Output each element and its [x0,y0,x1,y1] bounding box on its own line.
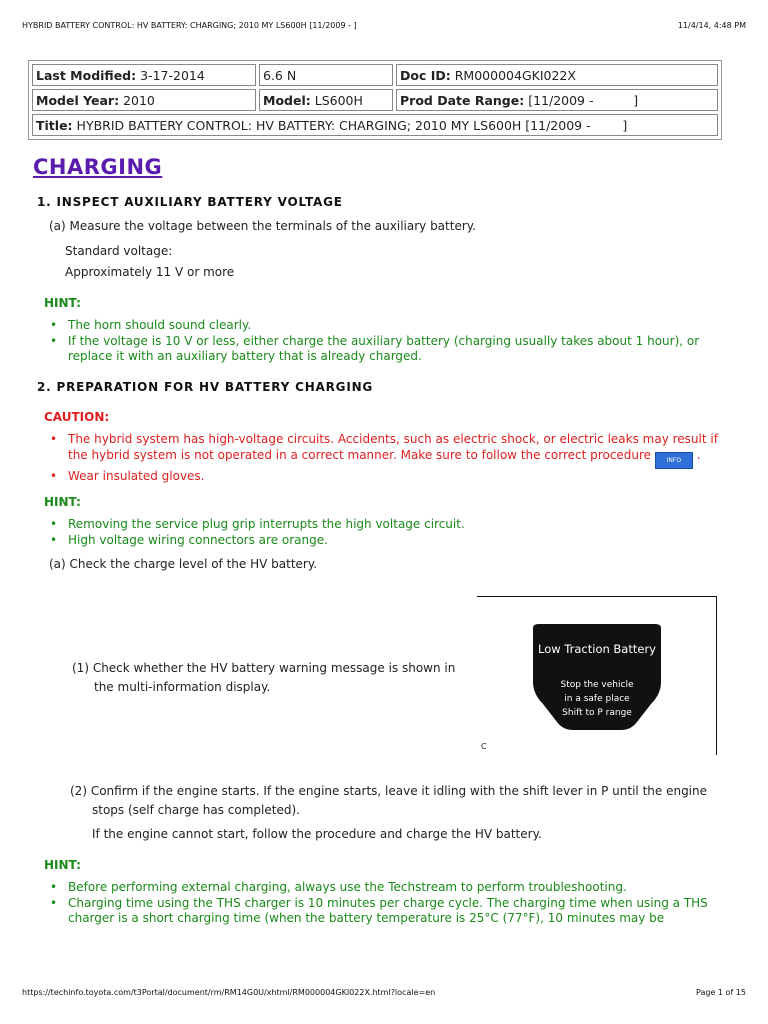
last-modified-cell: Last Modified: 3-17-2014 [32,64,256,86]
print-header [22,21,746,30]
title-cell: Title: HYBRID BATTERY CONTROL: HV BATTERY: CHARGING; 2010 MY LS600H [11/2009 - ] [32,114,718,136]
hint-label: HINT: [44,858,81,872]
list-item: • Wear insulated gloves. [50,468,205,483]
info-button[interactable]: INFO [655,452,693,469]
print-header-title: HYBRID BATTERY CONTROL: HV BATTERY: CHARGING; 2010 MY LS600H [11/2009 - ] [22,21,357,30]
standard-voltage-value: Approximately 11 V or more [65,265,235,279]
display-line-2: in a safe place [564,694,630,704]
doc-id-cell: Doc ID: RM000004GKI022X [396,64,718,86]
display-title-text: Low Traction Battery [538,642,656,656]
list-item: • Removing the service plug grip interrupts the high voltage circuit. [50,517,465,531]
caution-label: CAUTION: [44,410,110,424]
figure-caption: C [481,742,487,751]
display-line-3: Shift to P range [562,708,632,718]
doc-id-value: RM000004GKI022X [454,67,576,83]
sub-step-2-line-3: If the engine cannot start, follow the procedure and charge the HV battery. [92,827,542,841]
list-item: • Before performing external charging, always use the Techstream to perform troubleshooting. [50,880,627,894]
standard-voltage-label: Standard voltage: [65,244,173,258]
multi-information-display-image [527,624,667,734]
hint-list-2 [44,517,724,548]
list-item: • The horn should sound clearly. [50,318,252,332]
list-item: • Charging time using the THS charger is 10 minutes per charge cycle. The charging time when using a THS charger is a short charging time (when the battery temperature is 25°C (77°F), 10 minutes may be [50,895,708,925]
caution-list [44,432,724,484]
hint-list-1 [44,318,724,365]
sub-step-2-line-2: stops (self charge has completed). [92,803,300,817]
list-item: • The hybrid system has high-voltage circuits. Accidents, such as electric shock, or electric leaks may result if the hybrid system is not operated in a correct manner. Make sure to follow the correct procedure INFO . [44,432,724,469]
step-1a-text: (a) Measure the voltage between the terminals of the auxiliary battery. [49,219,476,233]
sub-step-1-line-2: the multi-information display. [94,680,271,694]
step-2a-text: (a) Check the charge level of the HV battery. [49,557,318,571]
display-line-1: Stop the vehicle [560,680,634,690]
hint-list-3 [44,880,724,927]
model-year-cell: Model Year: 2010 [32,89,256,111]
print-footer-url[interactable]: https://techinfo.toyota.com/t3Portal/document/rm/RM14G0U/xhtml/RM000004GKI022X.html?locale=en [22,988,436,997]
prod-date-cell: Prod Date Range: [11/2009 - ] [396,89,718,111]
sub-step-2-line-1: (2) Confirm if the engine starts. If the engine starts, leave it idling with the shift lever in P until the engine [70,784,708,798]
hint-label: HINT: [44,296,81,310]
hint-label: HINT: [44,495,81,509]
print-header-datetime: 11/4/14, 4:48 PM [677,21,746,30]
print-footer-page-number: Page 1 of 15 [696,988,746,997]
version-cell: 6.6 N [259,64,393,86]
step-2-title: 2. PREPARATION FOR HV BATTERY CHARGING [37,380,374,394]
model-cell: Model: LS600H [259,89,393,111]
list-item: • If the voltage is 10 V or less, either charge the auxiliary battery (charging usually takes about 1 hour), or replace it with an auxiliary battery that is already charged. [50,333,700,363]
page-title: CHARGING [33,155,163,179]
list-item: • High voltage wiring connectors are orange. [50,532,328,547]
print-footer [22,988,746,997]
sub-step-1-line-1: (1) Check whether the HV battery warning message is shown in [72,661,456,675]
last-modified-value: 3-17-2014 [140,67,205,83]
step-1-title: 1. INSPECT AUXILIARY BATTERY VOLTAGE [37,195,343,209]
document-meta-table [28,60,722,140]
